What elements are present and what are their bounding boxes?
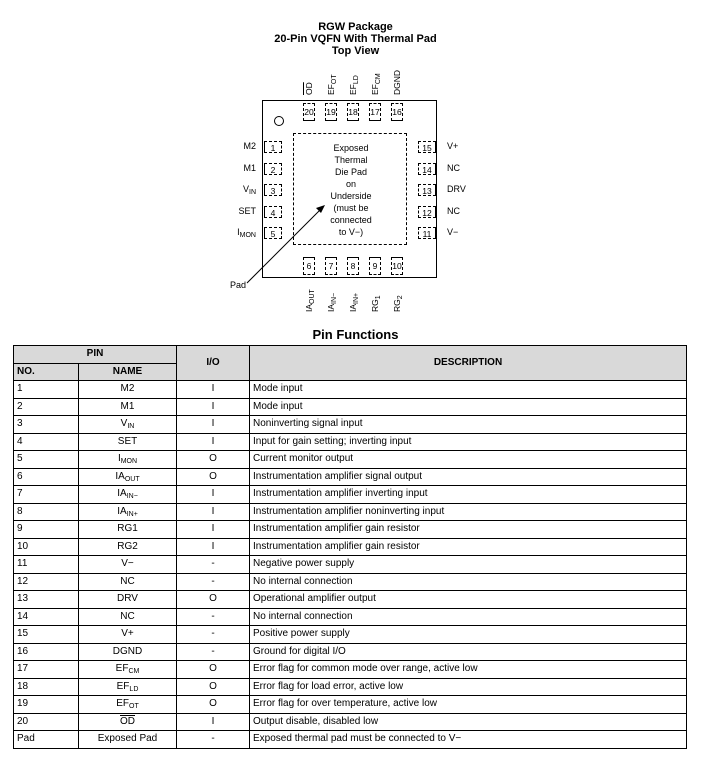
table-row	[14, 398, 687, 416]
table-row	[14, 451, 687, 469]
pin-name-cell: $V_{IN}$	[79, 416, 177, 434]
pin-description-cell: Positive power supply	[250, 626, 687, 644]
pin-name-cell: $IA_{IN+}$	[79, 503, 177, 521]
io-header: I/O	[177, 346, 250, 381]
exposed-pad-text-line: (must be	[333, 203, 369, 213]
pin-number-cell: 12	[14, 573, 79, 591]
pin-io-cell: I	[177, 503, 250, 521]
pin-label-8: $IA_{IN+}$	[348, 292, 360, 312]
pin-number-cell: 20	[14, 713, 79, 731]
pin-7: 7	[325, 257, 337, 275]
pin-number-cell: 7	[14, 486, 79, 504]
table-row	[14, 486, 687, 504]
table-row	[14, 731, 687, 749]
pin-label-12: NC	[447, 205, 460, 216]
pin-label-18: $EF_{LD}$	[348, 75, 360, 95]
table-row	[14, 608, 687, 626]
pin-label-15: V+	[447, 141, 459, 151]
name-header: NAME	[79, 363, 177, 381]
pin-description-cell: Instrumentation amplifier signal output	[250, 468, 687, 486]
pin-io-cell: I	[177, 521, 250, 539]
pin-description-cell: Error flag for common mode over range, active low	[250, 661, 687, 679]
pin-functions-title: Pin Functions	[312, 327, 399, 342]
pin-3: 3	[264, 184, 282, 196]
description-header: DESCRIPTION	[250, 346, 687, 381]
exposed-pad-text-line: connected	[330, 215, 372, 225]
pin-label-1: M2	[243, 141, 256, 151]
pin-label-20: $\overline{OD}$	[304, 82, 314, 95]
pin-io-cell: O	[177, 661, 250, 679]
pin-description-cell: Current monitor output	[250, 451, 687, 469]
pin-8: 8	[347, 257, 359, 275]
table-row	[14, 556, 687, 574]
pin-name-cell: $EF_{CM}$	[79, 661, 177, 679]
pin-name-cell: $EF_{LD}$	[79, 678, 177, 696]
pin-io-cell: I	[177, 416, 250, 434]
pin-number-cell: 13	[14, 591, 79, 609]
pin-name-cell: DRV	[79, 591, 177, 609]
pin-functions-table	[13, 345, 687, 749]
pin-io-cell: -	[177, 608, 250, 626]
pin-name-cell: $IA_{OUT}$	[79, 468, 177, 486]
pin-number-cell: 10	[14, 538, 79, 556]
pin-label-16: DGND	[392, 69, 402, 95]
pin-number-cell: 19	[14, 696, 79, 714]
pin-description-cell: Exposed thermal pad must be connected to V−	[250, 731, 687, 749]
pin-description-cell: Negative power supply	[250, 556, 687, 574]
table-row	[14, 433, 687, 451]
pin-io-cell: O	[177, 451, 250, 469]
pin-18: 18	[347, 103, 359, 121]
pin-description-cell: No internal connection	[250, 573, 687, 591]
exposed-pad-text-line: Underside	[330, 191, 372, 201]
pin-io-cell: O	[177, 678, 250, 696]
table-row	[14, 713, 687, 731]
pin-2: 2	[264, 163, 282, 175]
pin-label-3: $V_{IN}$	[242, 184, 256, 196]
pin-5: 5	[264, 227, 282, 239]
exposed-pad-text-line: on	[345, 179, 356, 189]
pin-label-11: V−	[447, 227, 459, 237]
pin-15: 15	[418, 141, 436, 153]
pin-description-cell: Ground for digital I/O	[250, 643, 687, 661]
pin-description-cell: Output disable, disabled low	[250, 713, 687, 731]
pin-13: 13	[418, 184, 436, 196]
pin-20: 20	[303, 103, 315, 121]
table-row	[14, 381, 687, 399]
pin-io-cell: I	[177, 713, 250, 731]
pin-name-cell: NC	[79, 573, 177, 591]
table-row	[14, 643, 687, 661]
pin-label-17: $EF_{CM}$	[370, 73, 382, 95]
pin-io-cell: -	[177, 643, 250, 661]
pin-io-cell: I	[177, 538, 250, 556]
pin-label-10: $RG_2$	[392, 295, 404, 312]
pin-6: 6	[303, 257, 315, 275]
pin-4: 4	[264, 206, 282, 218]
pin-description-cell: No internal connection	[250, 608, 687, 626]
pin-14: 14	[418, 163, 436, 175]
pin-16: 16	[391, 103, 403, 121]
pin-name-cell: DGND	[79, 643, 177, 661]
pin-description-cell: Mode input	[250, 381, 687, 399]
pin-name-cell: RG1	[79, 521, 177, 539]
pin-label-9: $RG_1$	[370, 295, 382, 312]
pin-label-7: $IA_{IN-}$	[326, 292, 338, 312]
no-header: NO.	[14, 363, 79, 381]
table-row	[14, 661, 687, 679]
pin-io-cell: I	[177, 486, 250, 504]
exposed-pad-text-line: Die Pad	[334, 167, 368, 177]
pin-io-cell: I	[177, 433, 250, 451]
pin-label-14: NC	[447, 162, 460, 173]
pin-number-cell: 18	[14, 678, 79, 696]
pin-description-cell: Instrumentation amplifier gain resistor	[250, 538, 687, 556]
pin-number-cell: 9	[14, 521, 79, 539]
pin-io-cell: -	[177, 556, 250, 574]
pin-number-cell: 17	[14, 661, 79, 679]
pin-io-cell: I	[177, 381, 250, 399]
table-row	[14, 678, 687, 696]
package-title: RGW Package	[318, 21, 393, 33]
pin-label-19: $EF_{OT}$	[326, 74, 338, 95]
table-row	[14, 696, 687, 714]
pin-number-cell: 11	[14, 556, 79, 574]
pin-label-6: $IA_{OUT}$	[304, 289, 316, 312]
table-row	[14, 416, 687, 434]
pin-label-13: DRV	[447, 184, 466, 194]
pin-io-cell: O	[177, 696, 250, 714]
pin-description-cell: Mode input	[250, 398, 687, 416]
pin-17: 17	[369, 103, 381, 121]
table-row	[14, 626, 687, 644]
pad-label: Pad	[230, 280, 247, 290]
pin-number-cell: 2	[14, 398, 79, 416]
pin-19: 19	[325, 103, 337, 121]
pin-number-cell: 8	[14, 503, 79, 521]
package-view: Top View	[331, 45, 380, 57]
pin-name-cell: $I_{MON}$	[79, 451, 177, 469]
pin-name-cell: V+	[79, 626, 177, 644]
pin-name-cell: $EF_{OT}$	[79, 696, 177, 714]
table-row	[14, 591, 687, 609]
table-row	[14, 573, 687, 591]
pin-number-cell: 6	[14, 468, 79, 486]
table-row	[14, 538, 687, 556]
pin-io-cell: O	[177, 591, 250, 609]
pin-name-cell: Exposed Pad	[79, 731, 177, 749]
exposed-pad-text-line: Exposed	[333, 143, 369, 153]
pin-header: PIN	[14, 346, 177, 364]
pin-io-cell: -	[177, 573, 250, 591]
pin-label-2: M1	[243, 162, 256, 173]
package-subtitle: 20-Pin VQFN With Thermal Pad	[274, 33, 437, 45]
pin-12: 12	[418, 206, 436, 218]
pin-description-cell: Operational amplifier output	[250, 591, 687, 609]
pin-11: 11	[418, 227, 436, 239]
pin-label-5: $I_{MON}$	[237, 227, 256, 239]
pin-1: 1	[264, 141, 282, 153]
pin-name-cell: RG2	[79, 538, 177, 556]
pin-name-cell: M1	[79, 398, 177, 416]
pad-arrow	[0, 0, 711, 330]
pin-name-cell: NC	[79, 608, 177, 626]
pin-description-cell: Noninverting signal input	[250, 416, 687, 434]
pin-io-cell: -	[177, 731, 250, 749]
pin-description-cell: Input for gain setting; inverting input	[250, 433, 687, 451]
pin-description-cell: Error flag for over temperature, active low	[250, 696, 687, 714]
pin-name-cell: SET	[79, 433, 177, 451]
pin-name-cell: V−	[79, 556, 177, 574]
exposed-pad-text-line: to V−)	[338, 227, 364, 237]
pin-number-cell: 16	[14, 643, 79, 661]
table-row	[14, 503, 687, 521]
pin-description-cell: Instrumentation amplifier gain resistor	[250, 521, 687, 539]
pin-name-cell: $IA_{IN-}$	[79, 486, 177, 504]
pin-number-cell: 4	[14, 433, 79, 451]
pin-label-4: SET	[238, 205, 256, 216]
pin-9: 9	[369, 257, 381, 275]
pin-description-cell: Instrumentation amplifier inverting input	[250, 486, 687, 504]
pin-name-cell: M2	[79, 381, 177, 399]
pin-number-cell: 3	[14, 416, 79, 434]
pin-io-cell: I	[177, 398, 250, 416]
pin-io-cell: -	[177, 626, 250, 644]
pin-number-cell: 5	[14, 451, 79, 469]
pin-number-cell: 14	[14, 608, 79, 626]
table-row	[14, 468, 687, 486]
pin-number-cell: Pad	[14, 731, 79, 749]
exposed-pad-text-line: Thermal	[334, 155, 368, 165]
pin-name-cell: $\overline{OD}$	[79, 713, 177, 731]
pin-10: 10	[391, 257, 403, 275]
pin-number-cell: 15	[14, 626, 79, 644]
pin-description-cell: Instrumentation amplifier noninverting input	[250, 503, 687, 521]
pin-io-cell: O	[177, 468, 250, 486]
pin-number-cell: 1	[14, 381, 79, 399]
pin-description-cell: Error flag for load error, active low	[250, 678, 687, 696]
table-row	[14, 521, 687, 539]
